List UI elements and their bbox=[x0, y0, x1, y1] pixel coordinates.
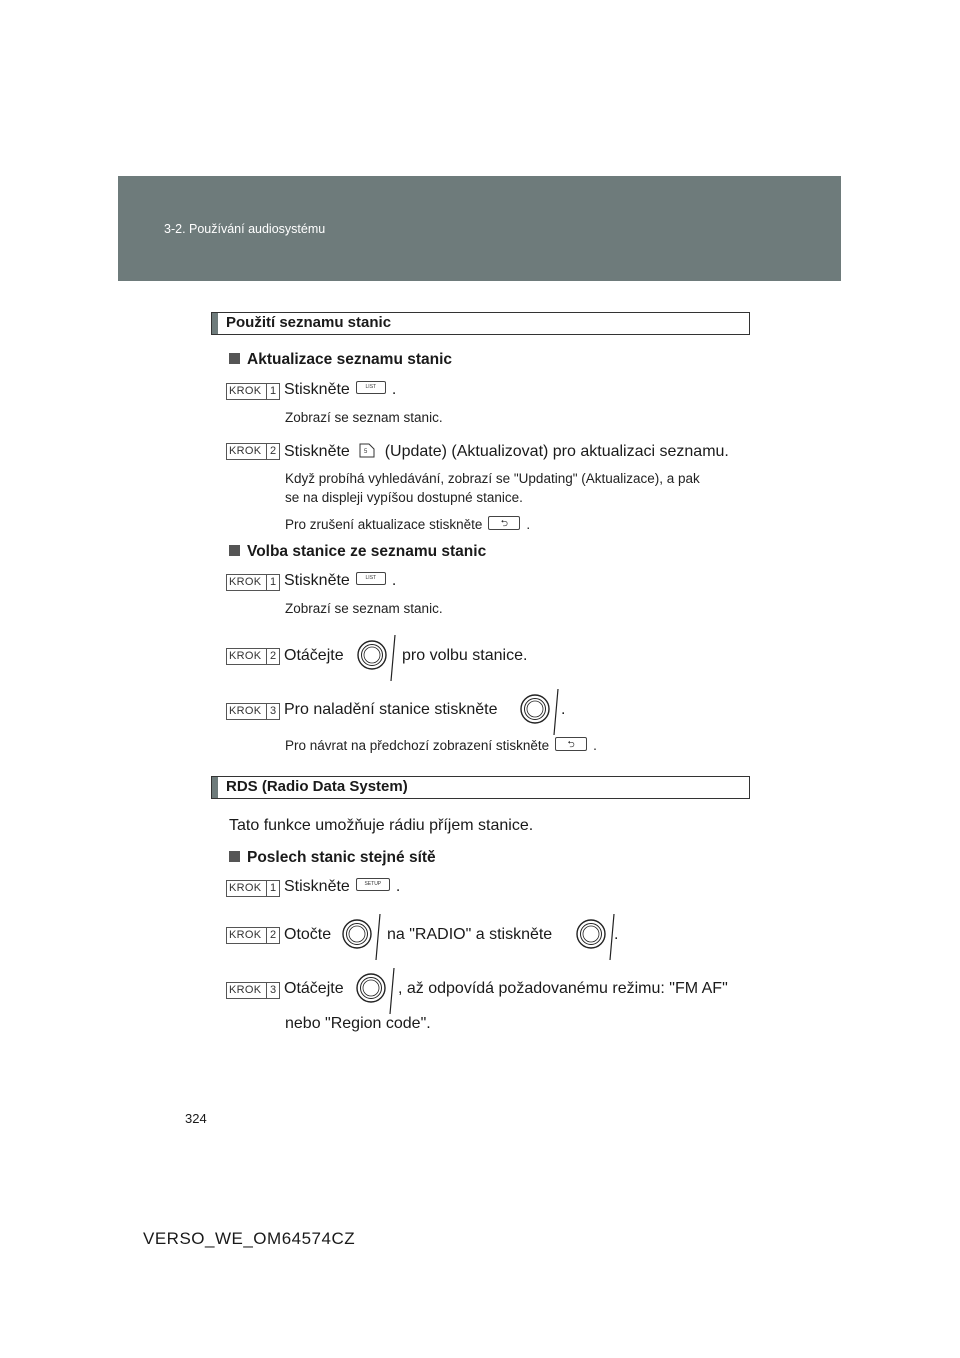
tune-knob-icon bbox=[518, 687, 562, 737]
chapter-title: 3-2. Používání audiosystému bbox=[164, 222, 326, 236]
step-text: Stiskněte SETUP . bbox=[284, 878, 401, 895]
section-header-rds bbox=[211, 776, 750, 799]
step-text: , až odpovídá požadovanému režimu: "FM AF" bbox=[398, 980, 728, 997]
tune-knob-icon bbox=[355, 633, 399, 683]
step-badge: KROK 1 bbox=[226, 880, 280, 897]
step-text: . bbox=[561, 701, 566, 718]
subheading-same-network: Poslech stanic stejné sítě bbox=[229, 849, 436, 867]
step-note: Pro zrušení aktualizace stiskněte ⮌ . bbox=[285, 517, 531, 532]
return-button-icon: ⮌ bbox=[488, 516, 520, 530]
tune-knob-icon bbox=[354, 966, 398, 1016]
step-text: pro volbu stanice. bbox=[402, 647, 528, 664]
bullet-square-icon bbox=[229, 353, 240, 364]
step-text: Stiskněte 5 (Update) (Aktualizovat) pro aktualizaci seznamu. bbox=[284, 443, 729, 460]
rds-intro: Tato funkce umožňuje rádiu příjem stanice. bbox=[229, 817, 534, 834]
document-code: VERSO_WE_OM64574CZ bbox=[143, 1229, 356, 1248]
step-badge: KROK 3 bbox=[226, 982, 280, 999]
step-text: . bbox=[614, 926, 619, 943]
section-title: Použití seznamu stanic bbox=[226, 314, 392, 331]
svg-text:5: 5 bbox=[364, 449, 368, 455]
step-badge: KROK 3 bbox=[226, 703, 280, 720]
step-badge: KROK 2 bbox=[226, 648, 280, 665]
bullet-square-icon bbox=[229, 851, 240, 862]
step-note: Zobrazí se seznam stanic. bbox=[285, 410, 443, 425]
step-badge: KROK 1 bbox=[226, 383, 280, 400]
list-button-icon: LIST bbox=[356, 381, 386, 394]
update-key-icon bbox=[358, 441, 376, 459]
return-button-icon: ⮌ bbox=[555, 737, 587, 751]
tune-knob-icon bbox=[340, 912, 384, 962]
step-text: Otáčejte bbox=[284, 647, 344, 664]
step-text: Otáčejte bbox=[284, 980, 344, 997]
step-text: Pro naladění stanice stiskněte bbox=[284, 701, 498, 718]
chapter-header bbox=[118, 176, 841, 281]
step-text: Otočte bbox=[284, 926, 332, 943]
step-note: se na displeji vypíšou dostupné stanice. bbox=[285, 490, 523, 505]
page-number: 324 bbox=[185, 1111, 207, 1126]
subheading-update-list: Aktualizace seznamu stanic bbox=[229, 351, 452, 369]
step-text: Stiskněte LIST . bbox=[284, 381, 397, 398]
step-badge: KROK 2 bbox=[226, 927, 280, 944]
step-text: Stiskněte LIST . bbox=[284, 572, 397, 589]
bullet-square-icon bbox=[229, 545, 240, 556]
step-note: Pro návrat na předchozí zobrazení stiskněte ⮌ . bbox=[285, 738, 597, 753]
setup-button-icon: SETUP bbox=[356, 878, 390, 891]
step-badge: KROK 2 bbox=[226, 443, 280, 460]
step-text: nebo "Region code". bbox=[285, 1015, 431, 1032]
step-note: Zobrazí se seznam stanic. bbox=[285, 601, 443, 616]
subheading-select-station: Volba stanice ze seznamu stanic bbox=[229, 543, 486, 561]
step-badge: KROK 1 bbox=[226, 574, 280, 591]
tune-knob-icon bbox=[574, 912, 618, 962]
step-note: Když probíhá vyhledávání, zobrazí se "Updating" (Aktualizace), a pak bbox=[285, 471, 700, 486]
section-title: RDS (Radio Data System) bbox=[226, 778, 408, 795]
section-header-station-list bbox=[211, 312, 750, 335]
step-text: na "RADIO" a stiskněte bbox=[387, 926, 553, 943]
list-button-icon: LIST bbox=[356, 572, 386, 585]
